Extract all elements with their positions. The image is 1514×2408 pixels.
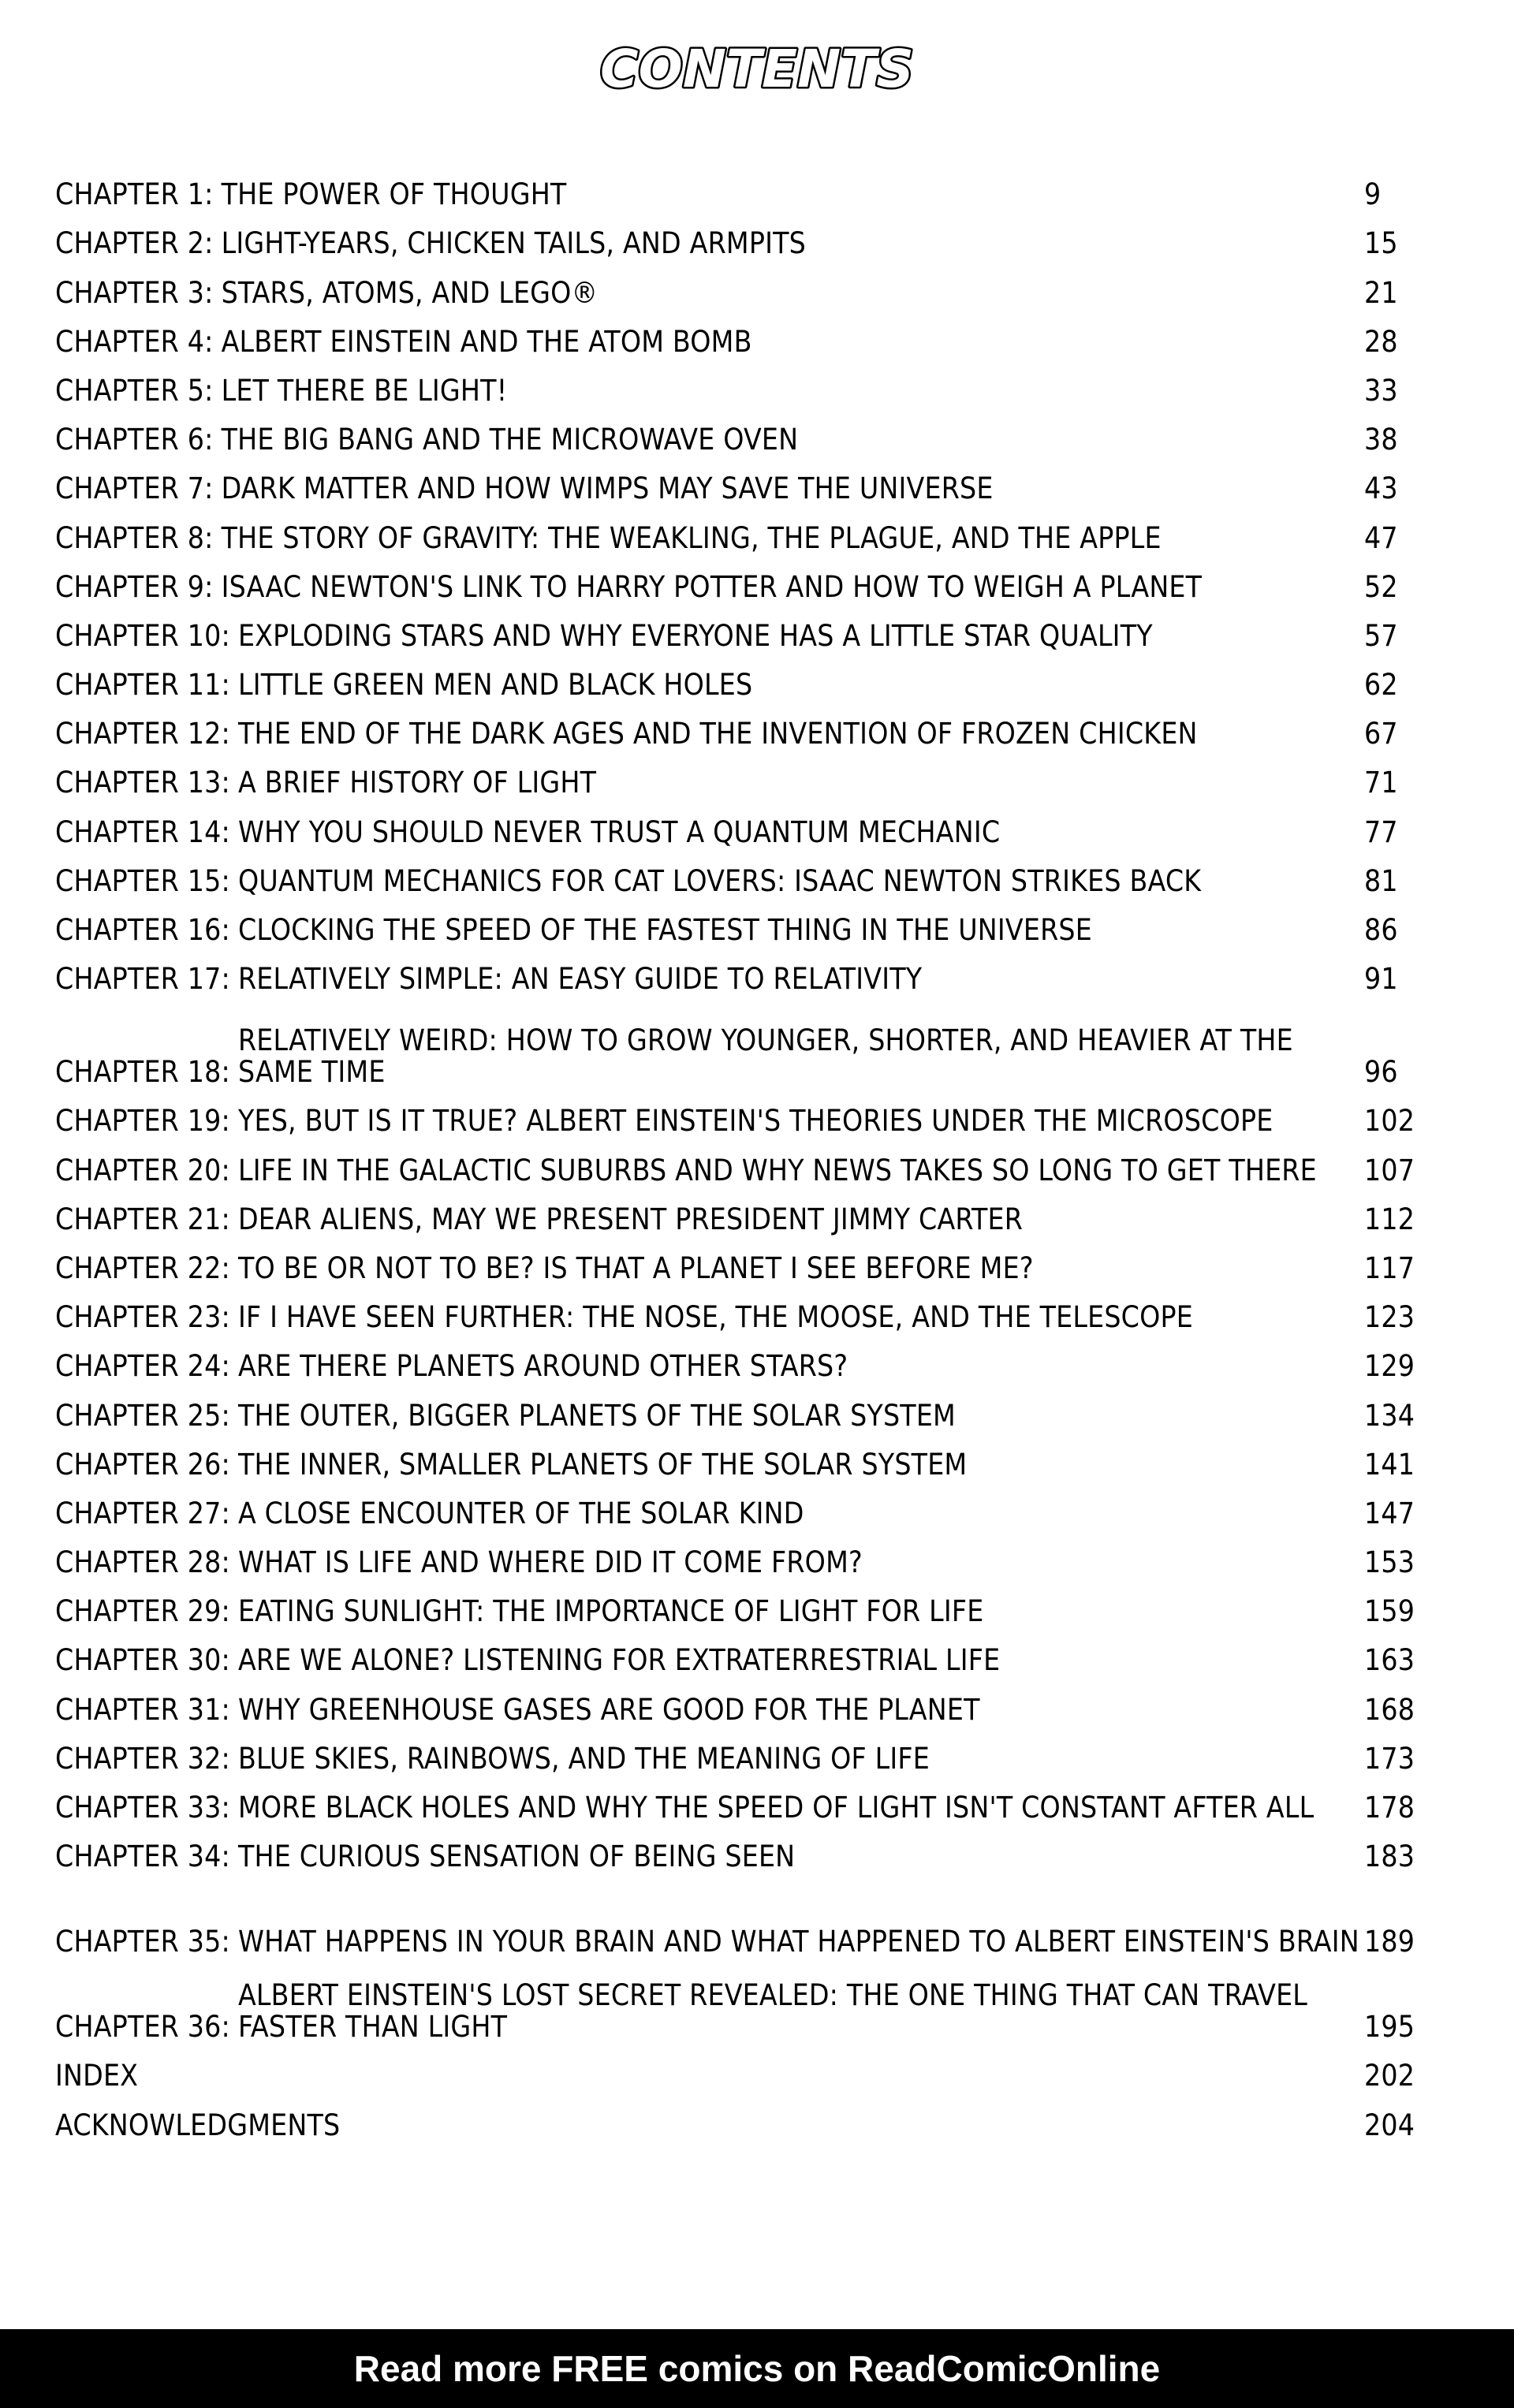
toc-entry-title: LIGHT-YEARS, CHICKEN TAILS, AND ARMPITS xyxy=(221,226,806,261)
toc-entry-label: CHAPTER 12: xyxy=(55,717,230,751)
toc-entry-page: 28 xyxy=(1364,324,1398,359)
toc-entry-page: 168 xyxy=(1364,1692,1415,1727)
toc-entry-page: 183 xyxy=(1364,1840,1415,1874)
toc-entry[interactable] xyxy=(55,317,1443,366)
toc-entry[interactable] xyxy=(55,1586,1443,1635)
toc-entry-page: 178 xyxy=(1364,1791,1415,1825)
toc-entry-title: THE STORY OF GRAVITY: THE WEAKLING, THE PLAGUE, AND THE APPLE xyxy=(221,520,1162,555)
toc-entry-label: CHAPTER 17: xyxy=(55,962,230,997)
toc-entry-label: CHAPTER 15: xyxy=(55,863,230,898)
toc-entry[interactable] xyxy=(55,1390,1443,1439)
toc-entry[interactable] xyxy=(55,1489,1443,1538)
toc-entry[interactable] xyxy=(55,1734,1443,1783)
footer-text[interactable]: Read more FREE comics on ReadComicOnline xyxy=(353,2348,1161,2389)
toc-entry-title: WHAT HAPPENS IN YOUR BRAIN AND WHAT HAPPENED TO ALBERT EINSTEIN'S BRAIN xyxy=(237,1925,1359,1959)
toc-entry-page: 117 xyxy=(1364,1251,1415,1285)
toc-entry-title: DARK MATTER AND HOW WIMPS MAY SAVE THE UNIVERSE xyxy=(221,472,994,506)
toc-entry[interactable] xyxy=(55,415,1443,464)
toc-entry[interactable] xyxy=(55,660,1443,709)
toc-entry[interactable] xyxy=(55,1011,1443,1096)
toc-entry-title: BLUE SKIES, RAINBOWS, AND THE MEANING OF LIFE xyxy=(237,1741,930,1776)
toc-entry-title: TO BE OR NOT TO BE? IS THAT A PLANET I SEE BEFORE ME? xyxy=(237,1251,1034,1285)
toc-entry-page: 123 xyxy=(1364,1300,1415,1335)
toc-entry[interactable] xyxy=(55,1966,1443,2051)
toc-entry-label: CHAPTER 20: xyxy=(55,1153,230,1187)
toc-entry-title: DEAR ALIENS, MAY WE PRESENT PRESIDENT JIMMY CARTER xyxy=(237,1202,1024,1236)
toc-entry[interactable] xyxy=(55,905,1443,954)
toc-entry-title: RELATIVELY SIMPLE: AN EASY GUIDE TO RELATIVITY xyxy=(237,962,923,997)
toc-entry-page: 47 xyxy=(1364,520,1398,555)
toc-entry-label: CHAPTER 25: xyxy=(55,1398,230,1433)
toc-entry-page: 195 xyxy=(1364,2010,1415,2045)
toc-entry-label: CHAPTER 21: xyxy=(55,1202,230,1236)
page-title xyxy=(0,36,1514,107)
toc-entry-title: ARE THERE PLANETS AROUND OTHER STARS? xyxy=(237,1349,848,1384)
toc-entry-label: CHAPTER 36: xyxy=(55,2010,230,2045)
toc-entry-page: 43 xyxy=(1364,472,1398,506)
toc-entry-title: EXPLODING STARS AND WHY EVERYONE HAS A LITTLE STAR QUALITY xyxy=(237,618,1153,653)
toc-entry-page: 86 xyxy=(1364,913,1398,947)
toc-entry[interactable] xyxy=(55,1145,1443,1194)
toc-entry-page: 107 xyxy=(1364,1153,1415,1187)
toc-entry-label: CHAPTER 4: xyxy=(55,324,214,359)
table-of-contents xyxy=(55,170,1443,2149)
toc-entry[interactable] xyxy=(55,1684,1443,1733)
toc-entry-label: CHAPTER 31: xyxy=(55,1692,230,1727)
toc-entry-page: 62 xyxy=(1364,668,1398,703)
toc-entry[interactable] xyxy=(55,1635,1443,1684)
toc-entry-title: THE OUTER, BIGGER PLANETS OF THE SOLAR SYSTEM xyxy=(237,1398,956,1433)
toc-entry-label: CHAPTER 9: xyxy=(55,569,214,604)
toc-entry-title: ALBERT EINSTEIN'S LOST SECRET REVEALED: THE ONE THING THAT CAN TRAVEL FASTER THAN LIGHT xyxy=(237,1978,1308,2045)
toc-entry-title: ARE WE ALONE? LISTENING FOR EXTRATERRESTRIAL LIFE xyxy=(237,1643,1001,1678)
toc-entry-title: INDEX xyxy=(55,2059,139,2093)
toc-entry-label: CHAPTER 10: xyxy=(55,618,230,653)
toc-entry[interactable] xyxy=(55,1341,1443,1390)
toc-entry-title: WHY GREENHOUSE GASES ARE GOOD FOR THE PLANET xyxy=(237,1692,980,1727)
toc-entry-label: CHAPTER 6: xyxy=(55,423,214,457)
toc-entry-label: CHAPTER 13: xyxy=(55,766,230,800)
toc-entry-label: CHAPTER 33: xyxy=(55,1791,230,1825)
toc-entry[interactable] xyxy=(55,218,1443,267)
page-title-text: CONTENTS xyxy=(600,39,914,99)
toc-entry-page: 202 xyxy=(1364,2059,1415,2093)
toc-entry-page: 112 xyxy=(1364,1202,1415,1236)
toc-entry-title: MORE BLACK HOLES AND WHY THE SPEED OF LIGHT ISN'T CONSTANT AFTER ALL xyxy=(237,1791,1314,1825)
toc-entry-page: 102 xyxy=(1364,1104,1415,1139)
toc-entry-page: 129 xyxy=(1364,1349,1415,1384)
toc-entry-page: 163 xyxy=(1364,1643,1415,1678)
toc-entry[interactable] xyxy=(55,1096,1443,1145)
toc-entry-label: CHAPTER 32: xyxy=(55,1741,230,1776)
toc-entry-title: EATING SUNLIGHT: THE IMPORTANCE OF LIGHT FOR LIFE xyxy=(237,1594,984,1629)
toc-entry-page: 71 xyxy=(1364,766,1398,800)
toc-entry-title: THE INNER, SMALLER PLANETS OF THE SOLAR SYSTEM xyxy=(237,1447,968,1482)
toc-entry-title: CLOCKING THE SPEED OF THE FASTEST THING IN THE UNIVERSE xyxy=(237,913,1092,947)
toc-entry-label: CHAPTER 24: xyxy=(55,1349,230,1384)
toc-entry-page: 57 xyxy=(1364,618,1398,653)
toc-entry-title: LET THERE BE LIGHT! xyxy=(221,373,508,408)
toc-entry-page: 21 xyxy=(1364,275,1398,310)
toc-entry-title: YES, BUT IS IT TRUE? ALBERT EINSTEIN'S THEORIES UNDER THE MICROSCOPE xyxy=(237,1104,1273,1139)
toc-entry-label: CHAPTER 7: xyxy=(55,472,214,506)
toc-entry-page: 96 xyxy=(1364,1055,1398,1090)
toc-entry[interactable] xyxy=(55,856,1443,905)
toc-entry-label: CHAPTER 19: xyxy=(55,1104,230,1139)
toc-entry[interactable] xyxy=(55,1538,1443,1586)
toc-entry-page: 67 xyxy=(1364,717,1398,751)
toc-entry[interactable] xyxy=(55,513,1443,561)
toc-entry-page: 189 xyxy=(1364,1925,1415,1959)
toc-entry-page: 33 xyxy=(1364,373,1398,408)
toc-entry-title: ALBERT EINSTEIN AND THE ATOM BOMB xyxy=(221,324,752,359)
toc-entry-page: 38 xyxy=(1364,423,1398,457)
toc-entry-label: CHAPTER 11: xyxy=(55,668,230,703)
toc-entry-label: CHAPTER 22: xyxy=(55,1251,230,1285)
toc-entry-title: THE BIG BANG AND THE MICROWAVE OVEN xyxy=(221,423,799,457)
toc-entry-page: 141 xyxy=(1364,1447,1415,1482)
toc-entry-title: LITTLE GREEN MEN AND BLACK HOLES xyxy=(237,668,753,703)
toc-entry-page: 9 xyxy=(1364,177,1382,212)
toc-entry-page: 52 xyxy=(1364,569,1398,604)
toc-entry[interactable] xyxy=(55,2051,1443,2100)
toc-entry-title: LIFE IN THE GALACTIC SUBURBS AND WHY NEWS TAKES SO LONG TO GET THERE xyxy=(237,1153,1317,1187)
toc-entry-title: ACKNOWLEDGMENTS xyxy=(55,2108,341,2142)
toc-entry[interactable] xyxy=(55,758,1443,807)
toc-entry[interactable] xyxy=(55,1195,1443,1243)
toc-entry-page: 159 xyxy=(1364,1594,1415,1629)
toc-entry[interactable] xyxy=(55,807,1443,855)
toc-entry-label: CHAPTER 3: xyxy=(55,275,214,310)
toc-entry-title: THE CURIOUS SENSATION OF BEING SEEN xyxy=(237,1840,796,1874)
toc-entry[interactable] xyxy=(55,562,1443,611)
toc-entry-title: QUANTUM MECHANICS FOR CAT LOVERS: ISAAC NEWTON STRIKES BACK xyxy=(237,863,1202,898)
toc-entry-label: CHAPTER 35: xyxy=(55,1925,230,1959)
toc-entry-label: CHAPTER 14: xyxy=(55,814,230,849)
toc-entry-title: ISAAC NEWTON'S LINK TO HARRY POTTER AND HOW TO WEIGH A PLANET xyxy=(221,569,1203,604)
toc-entry[interactable] xyxy=(55,954,1443,1003)
toc-entry-label: CHAPTER 30: xyxy=(55,1643,230,1678)
toc-entry-page: 147 xyxy=(1364,1496,1415,1530)
toc-entry-page: 204 xyxy=(1364,2108,1415,2142)
toc-entry[interactable] xyxy=(55,1783,1443,1832)
toc-entry[interactable] xyxy=(55,267,1443,316)
toc-entry-page: 81 xyxy=(1364,863,1398,898)
toc-entry-label: CHAPTER 8: xyxy=(55,520,214,555)
toc-entry-title: RELATIVELY WEIRD: HOW TO GROW YOUNGER, SHORTER, AND HEAVIER AT THE SAME TIME xyxy=(237,1023,1293,1090)
toc-entry-label: CHAPTER 26: xyxy=(55,1447,230,1482)
toc-entry[interactable] xyxy=(55,464,1443,513)
toc-entry[interactable] xyxy=(55,170,1443,218)
toc-entry-page: 153 xyxy=(1364,1545,1415,1580)
toc-entry[interactable] xyxy=(55,1243,1443,1292)
toc-entry[interactable] xyxy=(55,1440,1443,1489)
toc-entry[interactable] xyxy=(55,709,1443,758)
toc-entry-label: CHAPTER 18: xyxy=(55,1055,230,1090)
toc-entry-label: CHAPTER 5: xyxy=(55,373,214,408)
toc-entry[interactable] xyxy=(55,1292,1443,1341)
contents-title-lettering xyxy=(599,36,915,104)
toc-entry-title: WHY YOU SHOULD NEVER TRUST A QUANTUM MECHANIC xyxy=(237,814,1001,849)
toc-entry-title: IF I HAVE SEEN FURTHER: THE NOSE, THE MOOSE, AND THE TELESCOPE xyxy=(237,1300,1194,1335)
toc-entry-label: CHAPTER 34: xyxy=(55,1840,230,1874)
toc-entry-page: 15 xyxy=(1364,226,1398,261)
toc-entry-label: CHAPTER 23: xyxy=(55,1300,230,1335)
toc-entry-page: 77 xyxy=(1364,814,1398,849)
toc-entry-title: STARS, ATOMS, AND LEGO® xyxy=(221,275,599,310)
toc-entry[interactable] xyxy=(55,2100,1443,2149)
toc-entry-label: CHAPTER 27: xyxy=(55,1496,230,1530)
toc-entry-title: THE POWER OF THOUGHT xyxy=(221,177,567,212)
toc-entry-title: THE END OF THE DARK AGES AND THE INVENTION OF FROZEN CHICKEN xyxy=(237,717,1198,751)
toc-entry-title: A CLOSE ENCOUNTER OF THE SOLAR KIND xyxy=(237,1496,804,1530)
toc-entry[interactable] xyxy=(55,1832,1443,1881)
toc-entry-title: A BRIEF HISTORY OF LIGHT xyxy=(237,766,597,800)
toc-entry-label: CHAPTER 2: xyxy=(55,226,214,261)
toc-entry-label: CHAPTER 29: xyxy=(55,1594,230,1629)
footer-banner[interactable] xyxy=(0,2329,1514,2408)
toc-entry-page: 134 xyxy=(1364,1398,1415,1433)
toc-entry-label: CHAPTER 28: xyxy=(55,1545,230,1580)
toc-entry[interactable] xyxy=(55,1881,1443,1966)
toc-entry[interactable] xyxy=(55,611,1443,660)
toc-entry[interactable] xyxy=(55,366,1443,415)
toc-entry-title: WHAT IS LIFE AND WHERE DID IT COME FROM? xyxy=(237,1545,863,1580)
toc-entry-label: CHAPTER 1: xyxy=(55,177,214,212)
toc-entry-page: 173 xyxy=(1364,1741,1415,1776)
toc-entry-page: 91 xyxy=(1364,962,1398,997)
toc-entry-label: CHAPTER 16: xyxy=(55,913,230,947)
